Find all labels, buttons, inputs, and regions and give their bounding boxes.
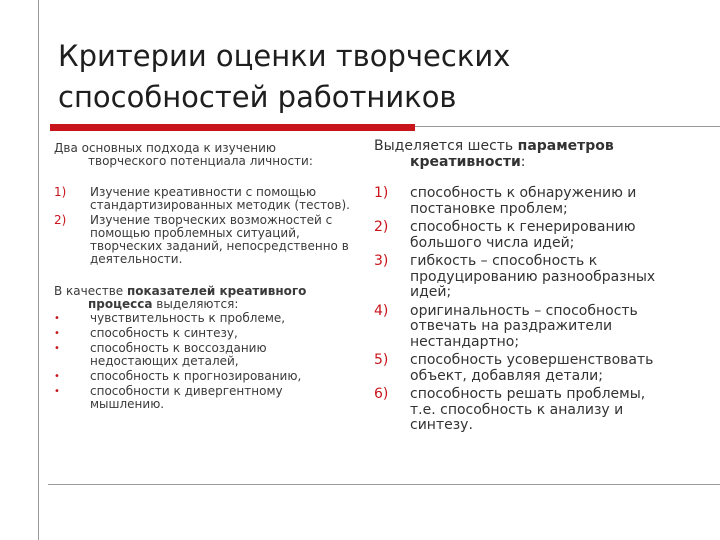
list-item [374, 304, 674, 351]
list-item-number: 5) [374, 352, 389, 368]
list-item-text: способность к обнаружению и постановке проблем; [410, 185, 637, 217]
list-item-text: способности к дивергентному мышлению. [90, 384, 283, 411]
list-item-text: оригинальность – способность отвечать на раздражители нестандартно; [410, 302, 638, 350]
list-item [374, 186, 674, 217]
approaches-intro-line-2: творческого потенциала личности: [88, 154, 313, 168]
list-item-text: Изучение творческих возможностей с помощью проблемных ситуаций, творческих заданий, непосредственно в деятельности. [90, 213, 349, 266]
indicators-intro-suffix: выделяются: [152, 297, 239, 311]
list-item-text: гибкость – способность к продуцированию разнообразных идей; [410, 253, 656, 300]
parameters-list [374, 186, 674, 434]
indicators-intro-line-2 [54, 298, 354, 311]
list-item-text: способность к прогнозированию, [90, 369, 302, 383]
left-column [54, 142, 354, 413]
list-item [374, 353, 674, 384]
parameters-heading-bold-2: креативности [410, 153, 521, 170]
list-item-number: 1) [374, 185, 389, 201]
frame-left-line [38, 0, 39, 540]
parameters-heading-prefix: Выделяется шесть [374, 138, 518, 154]
list-item [54, 312, 354, 325]
slide-title-line-2: способностей работников [58, 80, 457, 114]
bullet-icon: • [54, 328, 60, 339]
parameters-heading-line-2 [374, 155, 674, 171]
list-item [54, 327, 354, 340]
indicators-intro [54, 285, 354, 311]
list-item-text: способность к синтезу, [90, 326, 238, 340]
bullet-icon: • [54, 313, 60, 324]
list-item-text: способность к воссозданию недостающих деталей, [90, 341, 267, 368]
list-item [54, 214, 354, 266]
list-item-number: 2) [374, 219, 389, 235]
list-item-text: Изучение креативности с помощью стандартизированных методик (тестов). [90, 185, 350, 212]
list-item-number: 1) [54, 185, 67, 199]
list-item [374, 220, 674, 251]
bullet-icon: • [54, 343, 60, 354]
list-item [54, 385, 354, 411]
list-item-text: чувствительность к проблеме, [90, 311, 286, 325]
list-item [374, 254, 674, 301]
indicators-intro-bold-1: показателей креативного [126, 284, 307, 298]
list-item-text: способность усовершенствовать объект, добавляя детали; [410, 352, 654, 384]
parameters-heading [374, 139, 674, 170]
title-underline-rule [415, 126, 720, 127]
frame-bottom-line [48, 484, 720, 485]
list-item [54, 186, 354, 212]
list-item-number: 4) [374, 302, 389, 319]
title-underline-accent [50, 124, 415, 131]
approaches-intro [54, 142, 354, 168]
list-item-number: 3) [374, 253, 389, 269]
bullet-icon: • [54, 371, 60, 382]
slide-title-line-1: Критерии оценки творческих [58, 39, 511, 73]
approaches-list [54, 186, 354, 266]
parameters-heading-suffix: : [520, 153, 526, 170]
list-item-number: 6) [374, 386, 389, 402]
list-item [54, 342, 354, 368]
indicators-intro-bold-2: процесса [88, 297, 153, 311]
list-item [374, 387, 674, 434]
approaches-intro-line-1: Два основных подхода к изучению [54, 141, 277, 155]
indicators-intro-prefix: В качестве [54, 284, 127, 298]
indicators-list [54, 312, 354, 411]
right-column [374, 139, 674, 437]
list-item-number: 2) [54, 213, 67, 227]
parameters-heading-bold-1: параметров [517, 138, 614, 154]
bullet-icon: • [54, 386, 60, 397]
slide-title [58, 36, 698, 118]
list-item [54, 370, 354, 383]
list-item-text: способность к генерированию большого числа идей; [410, 219, 636, 251]
list-item-text: способность решать проблемы, т.е. способность к анализу и синтезу. [410, 386, 646, 433]
